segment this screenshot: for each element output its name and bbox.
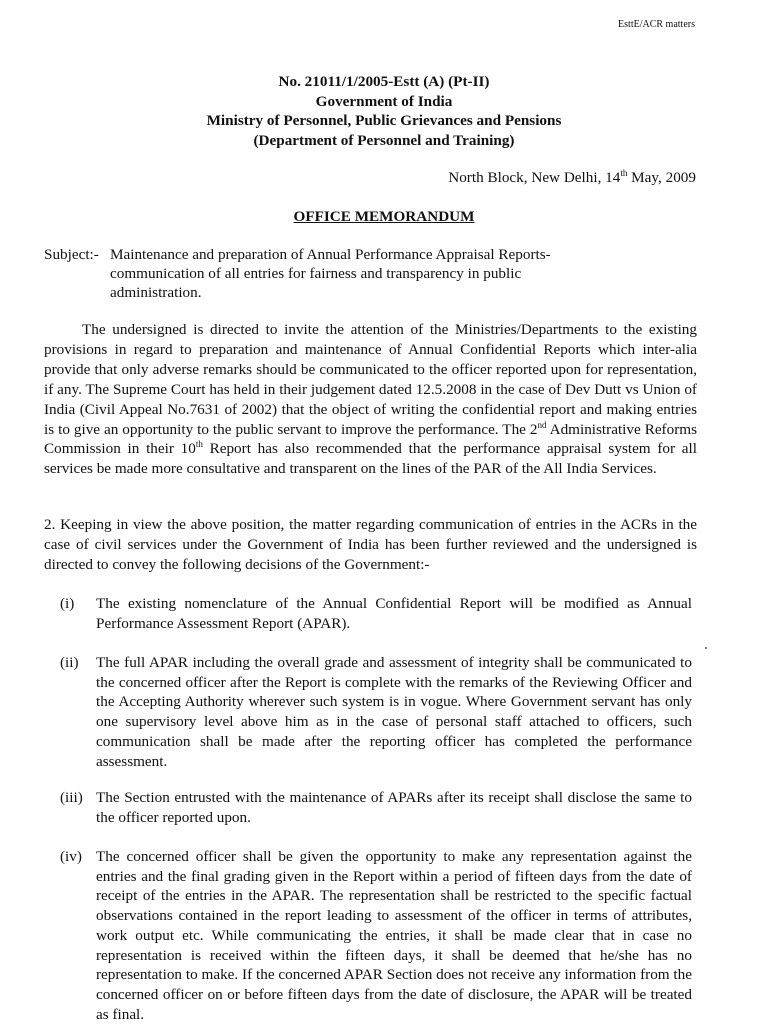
decision-text: The existing nomenclature of the Annual Confidential Report will be modified as Annual Performance Assessment Report (APAR). (96, 595, 692, 632)
paragraph-1-part-1: The undersigned is directed to invite the attention of the Ministries/Departments to the existing provisions in regard to preparation and maintenance of Annual Confidential Reports which inter-alia provide that only adverse remarks should be communicated to the officer reported upon for representation, if any. The Supreme Court has held in their judgement dated 12.5.2008 in the case of Dev Dutt vs Union of India (Civil Appeal No.7631 of 2002) that the object of writing the confidential report and making entries is to give an opportunity to the public servant to improve the performance. The 2 (44, 321, 697, 438)
scan-speck (705, 647, 707, 649)
dateline-month-year: May, 2009 (627, 169, 696, 186)
paragraph-1-part-3: Report has also recommended that the performance appraisal system for all services be made more consultative and transparent on the lines of the PAR of the All India Services. (44, 440, 697, 478)
corner-file-tag: EsttE/ACR matters (618, 19, 695, 30)
paragraph-1 (44, 320, 697, 479)
ministry-line: Ministry of Personnel, Public Grievances and Pensions (206, 112, 562, 129)
decision-number: (i) (60, 595, 75, 612)
letterhead (0, 72, 768, 150)
dateline-place: North Block, New Delhi, 14 (448, 169, 621, 186)
decision-number: (ii) (60, 654, 79, 671)
subject-block (44, 245, 704, 303)
file-number: No. 21011/1/2005-Estt (A) (Pt-II) (278, 73, 490, 90)
government-line: Government of India (315, 92, 453, 110)
decision-item (60, 847, 692, 1024)
department-line: (Department of Personnel and Training) (253, 131, 515, 149)
decision-item (60, 653, 692, 771)
paragraph-1-sup-2: th (195, 439, 203, 450)
subject-label: Subject:- (44, 246, 99, 263)
decision-text: The concerned officer shall be given the opportunity to make any representation against the entries and the final grading given in the Report within a period of fifteen days from the date of receipt of the entries in the APAR. The representation shall be restricted to the specific factual observations contained in the report leading to assessment of the officer in terms of attributes, work output etc. While communicating the entries, it shall be made clear that in case no representation is received within the fifteen days, it shall be deemed that he/she has no representation to make. If the concerned APAR Section does not receive any information from the concerned officer on or before fifteen days from the date of disclosure, the APAR will be treated as final. (96, 848, 692, 1023)
decision-item (60, 788, 692, 827)
decision-number: (iv) (60, 848, 82, 865)
decision-item (60, 594, 692, 633)
dateline-day-suffix: th (620, 167, 628, 178)
decision-text: The full APAR including the overall grade and assessment of integrity shall be communicated to the concerned officer after the Report is complete with the remarks of the Reviewing Officer and the Accepting Authority wherever such system is in vogue. Where Government servant has only one supervisory level above him as in the case of personal staff attached to officers, such communication shall be made after the reporting officer has completed the performance assessment. (96, 654, 692, 770)
decision-number: (iii) (60, 789, 83, 806)
paragraph-1-sup-1: nd (537, 419, 547, 430)
dateline (448, 168, 696, 187)
memo-title: OFFICE MEMORANDUM (293, 208, 475, 225)
paragraph-2: 2. Keeping in view the above position, the matter regarding communication of entries in the ACRs in the case of civil services under the Government of India has been further reviewed and the undersigned is directed to convey the following decisions of the Government:- (44, 516, 697, 573)
decision-text: The Section entrusted with the maintenance of APARs after its receipt shall disclose the same to the officer reported upon. (96, 789, 692, 826)
paragraph-1-part-2: Administrative Reforms Commission in their 10 (44, 420, 697, 458)
subject-text: Maintenance and preparation of Annual Performance Appraisal Reports-communication of all entries for fairness and transparency in public administration. (110, 246, 551, 302)
